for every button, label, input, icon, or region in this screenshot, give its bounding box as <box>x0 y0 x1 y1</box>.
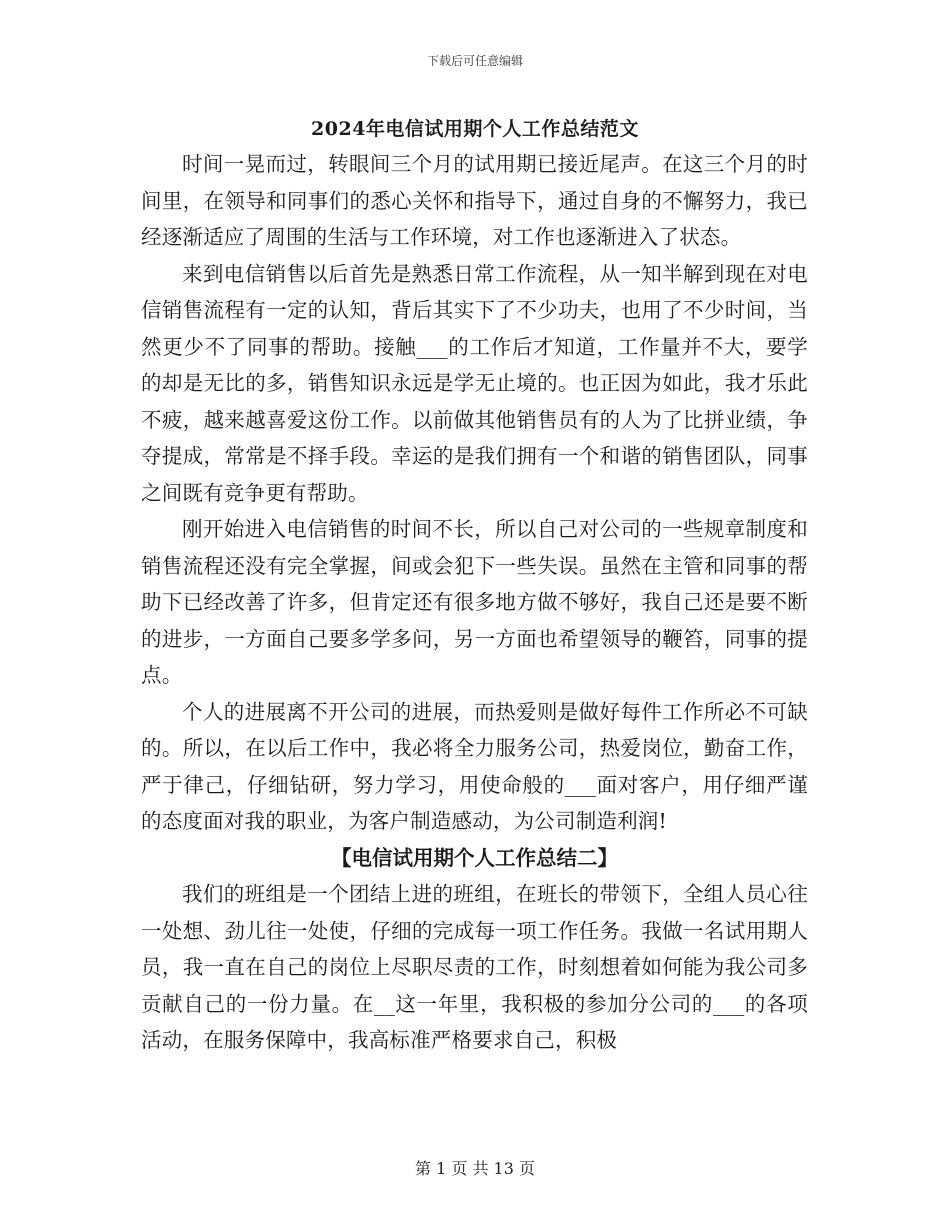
page-header-note: 下载后可任意编辑 <box>426 54 523 68</box>
paragraph-3: 刚开始进入电信销售的时间不长，所以自己对公司的一些规章制度和销售流程还没有完全掌握，间或会犯下一些失误。虽然在主管和同事的帮助下已经改善了许多，但肯定还有很多地方做不够好，我自己还是要不断的进步，一方面自己要多学多问，另一方面也希望领导的鞭笞，同事的提点。 <box>141 517 808 687</box>
document-title: 2024年电信试用期个人工作总结范文 <box>311 118 639 140</box>
paragraph-4: 个人的进展离不开公司的进展，而热爱则是做好每件工作所必不可缺的。所以，在以后工作中，我必将全力服务公司，热爱岗位，勤奋工作，严于律己，仔细钻研，努力学习，用使命般的___面对客户，用仔细严谨的态度面对我的职业，为客户制造感动，为公司制造利润! <box>141 699 808 833</box>
section-2-paragraph-1: 我们的班组是一个团结上进的班组，在班长的带领下，全组人员心往一处想、劲儿往一处使，仔细的完成每一项工作任务。我做一名试用期人员，我一直在自己的岗位上尽职尽责的工作，时刻想着如何能为我公司多贡献自己的一份力量。在__这一年里，我积极的参加分公司的___的各项活动，在服务保障中，我高标准严格要求自己，积极 <box>141 882 808 1052</box>
paragraph-1: 时间一晃而过，转眼间三个月的试用期已接近尾声。在这三个月的时间里，在领导和同事们的悉心关怀和指导下，通过自身的不懈努力，我已经逐渐适应了周围的生活与工作环境，对工作也逐渐进入了状态。 <box>141 152 808 249</box>
section-2-heading: 【电信试用期个人工作总结二】 <box>331 845 618 870</box>
document-body <box>141 146 808 1059</box>
paragraph-2: 来到电信销售以后首先是熟悉日常工作流程，从一知半解到现在对电信销售流程有一定的认知，背后其实下了不少功夫，也用了不少时间，当然更少不了同事的帮助。接触___的工作后才知道，工作量并不大，要学的却是无比的多，销售知识永远是学无止境的。也正因为如此，我才乐此不疲，越来越喜爱这份工作。以前做其他销售员有的人为了比拼业绩，争夺提成，常常是不择手段。幸运的是我们拥有一个和谐的销售团队，同事之间既有竞争更有帮助。 <box>141 261 808 505</box>
page-number-footer: 第 1 页 共 13 页 <box>415 1159 535 1178</box>
